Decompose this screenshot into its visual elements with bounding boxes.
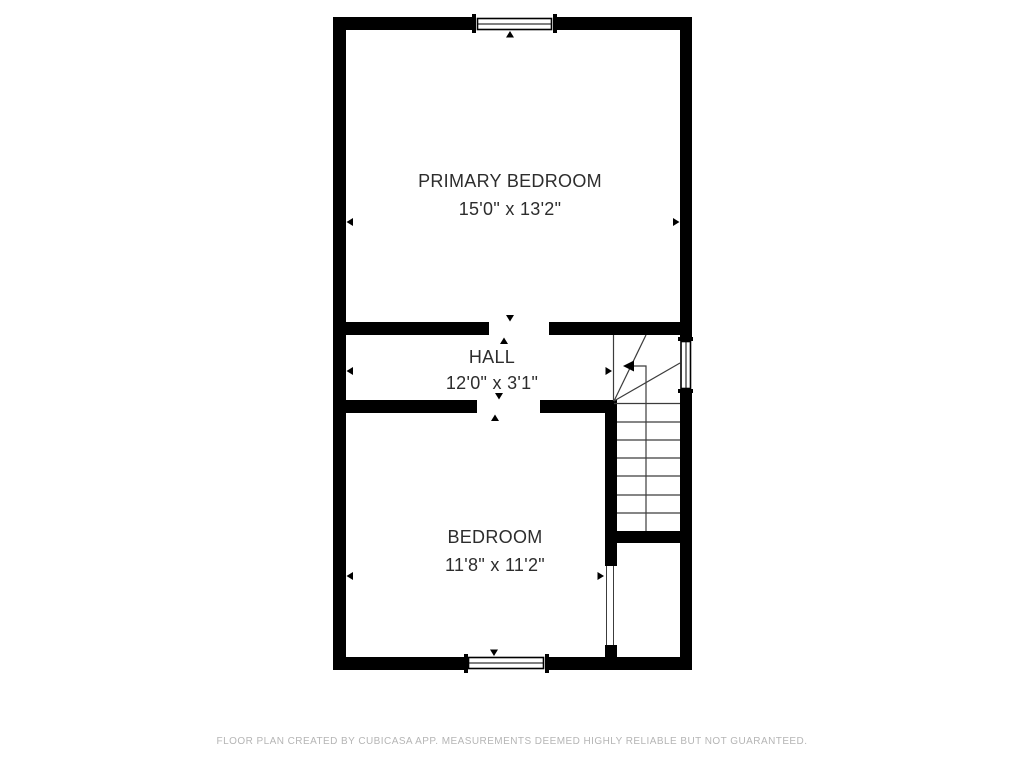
dimension-arrow-down-icon: [506, 315, 514, 322]
wall-closet-stub-bottom: [605, 645, 617, 657]
room-name: BEDROOM: [447, 527, 543, 547]
dimension-arrow-right-icon: [673, 218, 680, 226]
room-dimensions: 12'0" x 3'1": [445, 373, 539, 393]
room-name: PRIMARY BEDROOM: [418, 171, 602, 191]
dimension-arrow-left-icon: [347, 218, 354, 226]
window-right: [678, 337, 693, 393]
room-dimensions: 11'8" x 11'2": [445, 555, 545, 575]
staircase: [614, 335, 681, 531]
footer-disclaimer: FLOOR PLAN CREATED BY CUBICASA APP. MEASUREMENTS DEEMED HIGHLY RELIABLE BUT NOT GUARANTEED.: [216, 736, 808, 747]
dimension-arrow-right-icon: [606, 367, 613, 375]
wall-stair-left: [605, 400, 617, 548]
closet-opening: [607, 566, 614, 645]
wall-closet-stub-top: [605, 543, 617, 566]
room-dimensions: 15'0" x 13'2": [458, 199, 562, 219]
room-label-hall: [446, 344, 538, 396]
wall-hall-bottom-left-segment: [333, 400, 477, 413]
window-top: [472, 14, 557, 33]
wall-left: [333, 17, 346, 670]
window-bottom: [464, 654, 549, 673]
stair-direction-path: [633, 366, 646, 531]
dimension-arrow-left-icon: [347, 367, 354, 375]
dimension-arrow-left-icon: [347, 572, 354, 580]
room-name: HALL: [468, 347, 516, 367]
winder-tread-line: [614, 363, 680, 401]
dimension-arrow-right-icon: [598, 572, 605, 580]
dimension-arrow-up-icon: [491, 415, 499, 422]
wall-hall-top-left-segment: [333, 322, 489, 335]
wall-stair-bottom: [605, 531, 692, 543]
room-label-primary-bedroom: [418, 167, 602, 223]
wall-hall-top-right-segment: [549, 322, 692, 335]
room-label-bedroom: [445, 523, 545, 579]
